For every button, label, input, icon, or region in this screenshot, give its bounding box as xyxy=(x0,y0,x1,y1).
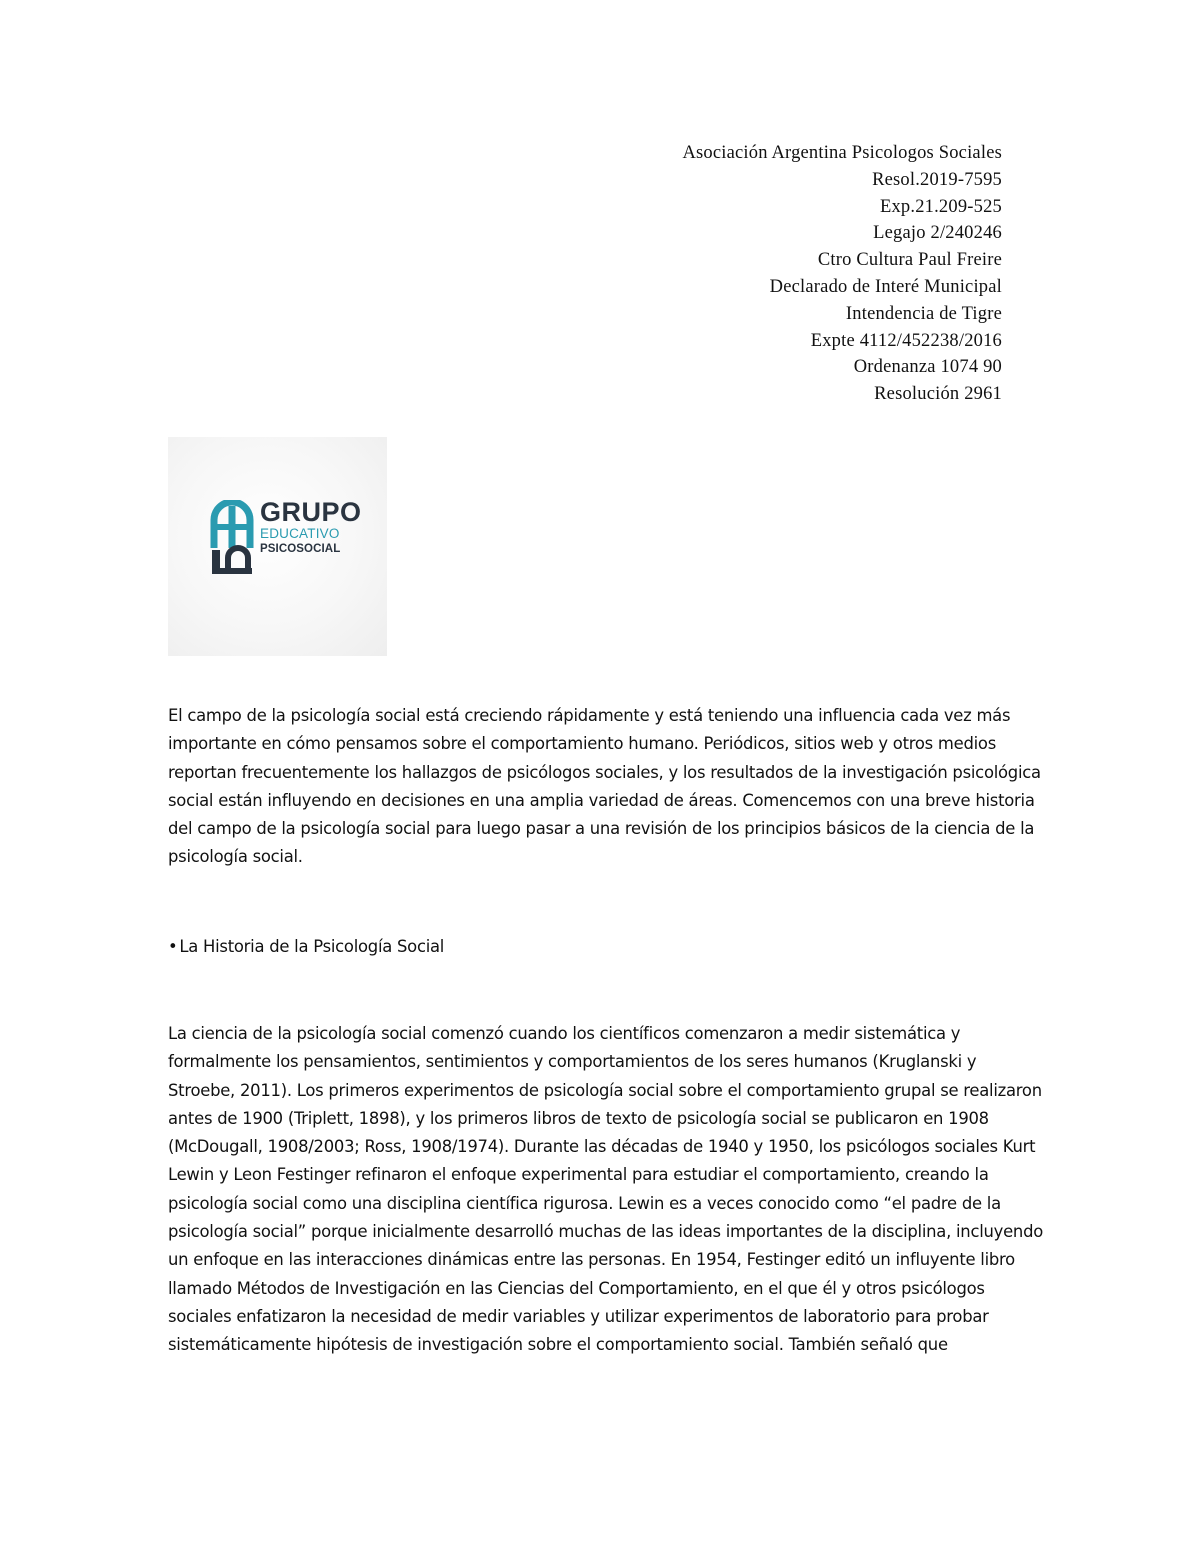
bullet-icon: • xyxy=(168,937,178,956)
logo-text-educativo: EDUCATIVO xyxy=(260,526,340,541)
institution-header xyxy=(682,140,1002,408)
header-line-resolution: Resol.2019-7595 xyxy=(872,169,1002,190)
section-heading xyxy=(168,933,1048,961)
logo-text-psicosocial: PSICOSOCIAL xyxy=(260,542,341,555)
logo-text-grupo: GRUPO xyxy=(260,497,362,527)
header-line-legajo: Legajo 2/240246 xyxy=(873,223,1002,244)
header-line-organization: Asociación Argentina Psicologos Sociales xyxy=(682,143,1002,163)
history-paragraph: La ciencia de la psicología social comenzó cuando los científicos comenzaron a medir sistemática y formalmente los pensamientos, sentimientos y comportamientos de los seres humanos (Kruglanski y Stroebe, 2011). Los primeros experimentos de psicología social sobre el comportamiento grupal se realizaron antes de 1900 (Triplett, 1898), y los primeros libros de texto de psicología social se publicaron en 1908 (McDougall, 1908/2003; Ross, 1908/1974). Durante las décadas de 1940 y 1950, los psicólogos sociales Kurt Lewin y Leon Festinger refinaron el enfoque experimental para estudiar el comportamiento, creando la psicología social como una disciplina científica rigurosa. Lewin es a veces conocido como “el padre de la psicología social” porque inicialmente desarrolló muchas de las ideas importantes de la disciplina, incluyendo un enfoque en las interacciones dinámicas entre las personas. En 1954, Festinger editó un influyente libro llamado Métodos de Investigación en las Ciencias del Comportamiento, en el que él y otros psicólogos sociales enfatizaron la necesidad de medir variables y utilizar experimentos de laboratorio para probar sistemáticamente hipótesis de investigación sobre el comportamiento social. También señaló que xyxy=(168,1024,1044,1355)
header-line-declaracion: Declarado de Interé Municipal xyxy=(769,276,1002,297)
logo-wordmark xyxy=(260,499,362,555)
header-line-intendencia: Intendencia de Tigre xyxy=(845,303,1002,324)
header-line-resolucion: Resolución 2961 xyxy=(874,384,1002,405)
section-heading-text: La Historia de la Psicología Social xyxy=(179,937,445,956)
header-line-ordenanza: Ordenanza 1074 90 xyxy=(853,357,1002,378)
intro-paragraph: El campo de la psicología social está creciendo rápidamente y está teniendo una influencia cada vez más importante en cómo pensamos sobre el comportamiento humano. Periódicos, sitios web y otros medios reportan frecuentemente los hallazgos de psicólogos sociales, y los resultados de la investigación psicológica social están influyendo en decisiones en una amplia variedad de áreas. Comencemos con una breve historia del campo de la psicología social para luego pasar a una revisión de los principios básicos de la ciencia de la psicología social. xyxy=(168,706,1041,867)
grupo-educativo-logo-icon xyxy=(210,500,254,576)
header-line-centro-cultural: Ctro Cultura Paul Freire xyxy=(817,250,1002,271)
header-line-expte: Expte 4112/452238/2016 xyxy=(810,330,1002,351)
logo-image xyxy=(168,437,387,656)
header-line-expediente: Exp.21.209-525 xyxy=(879,196,1002,217)
